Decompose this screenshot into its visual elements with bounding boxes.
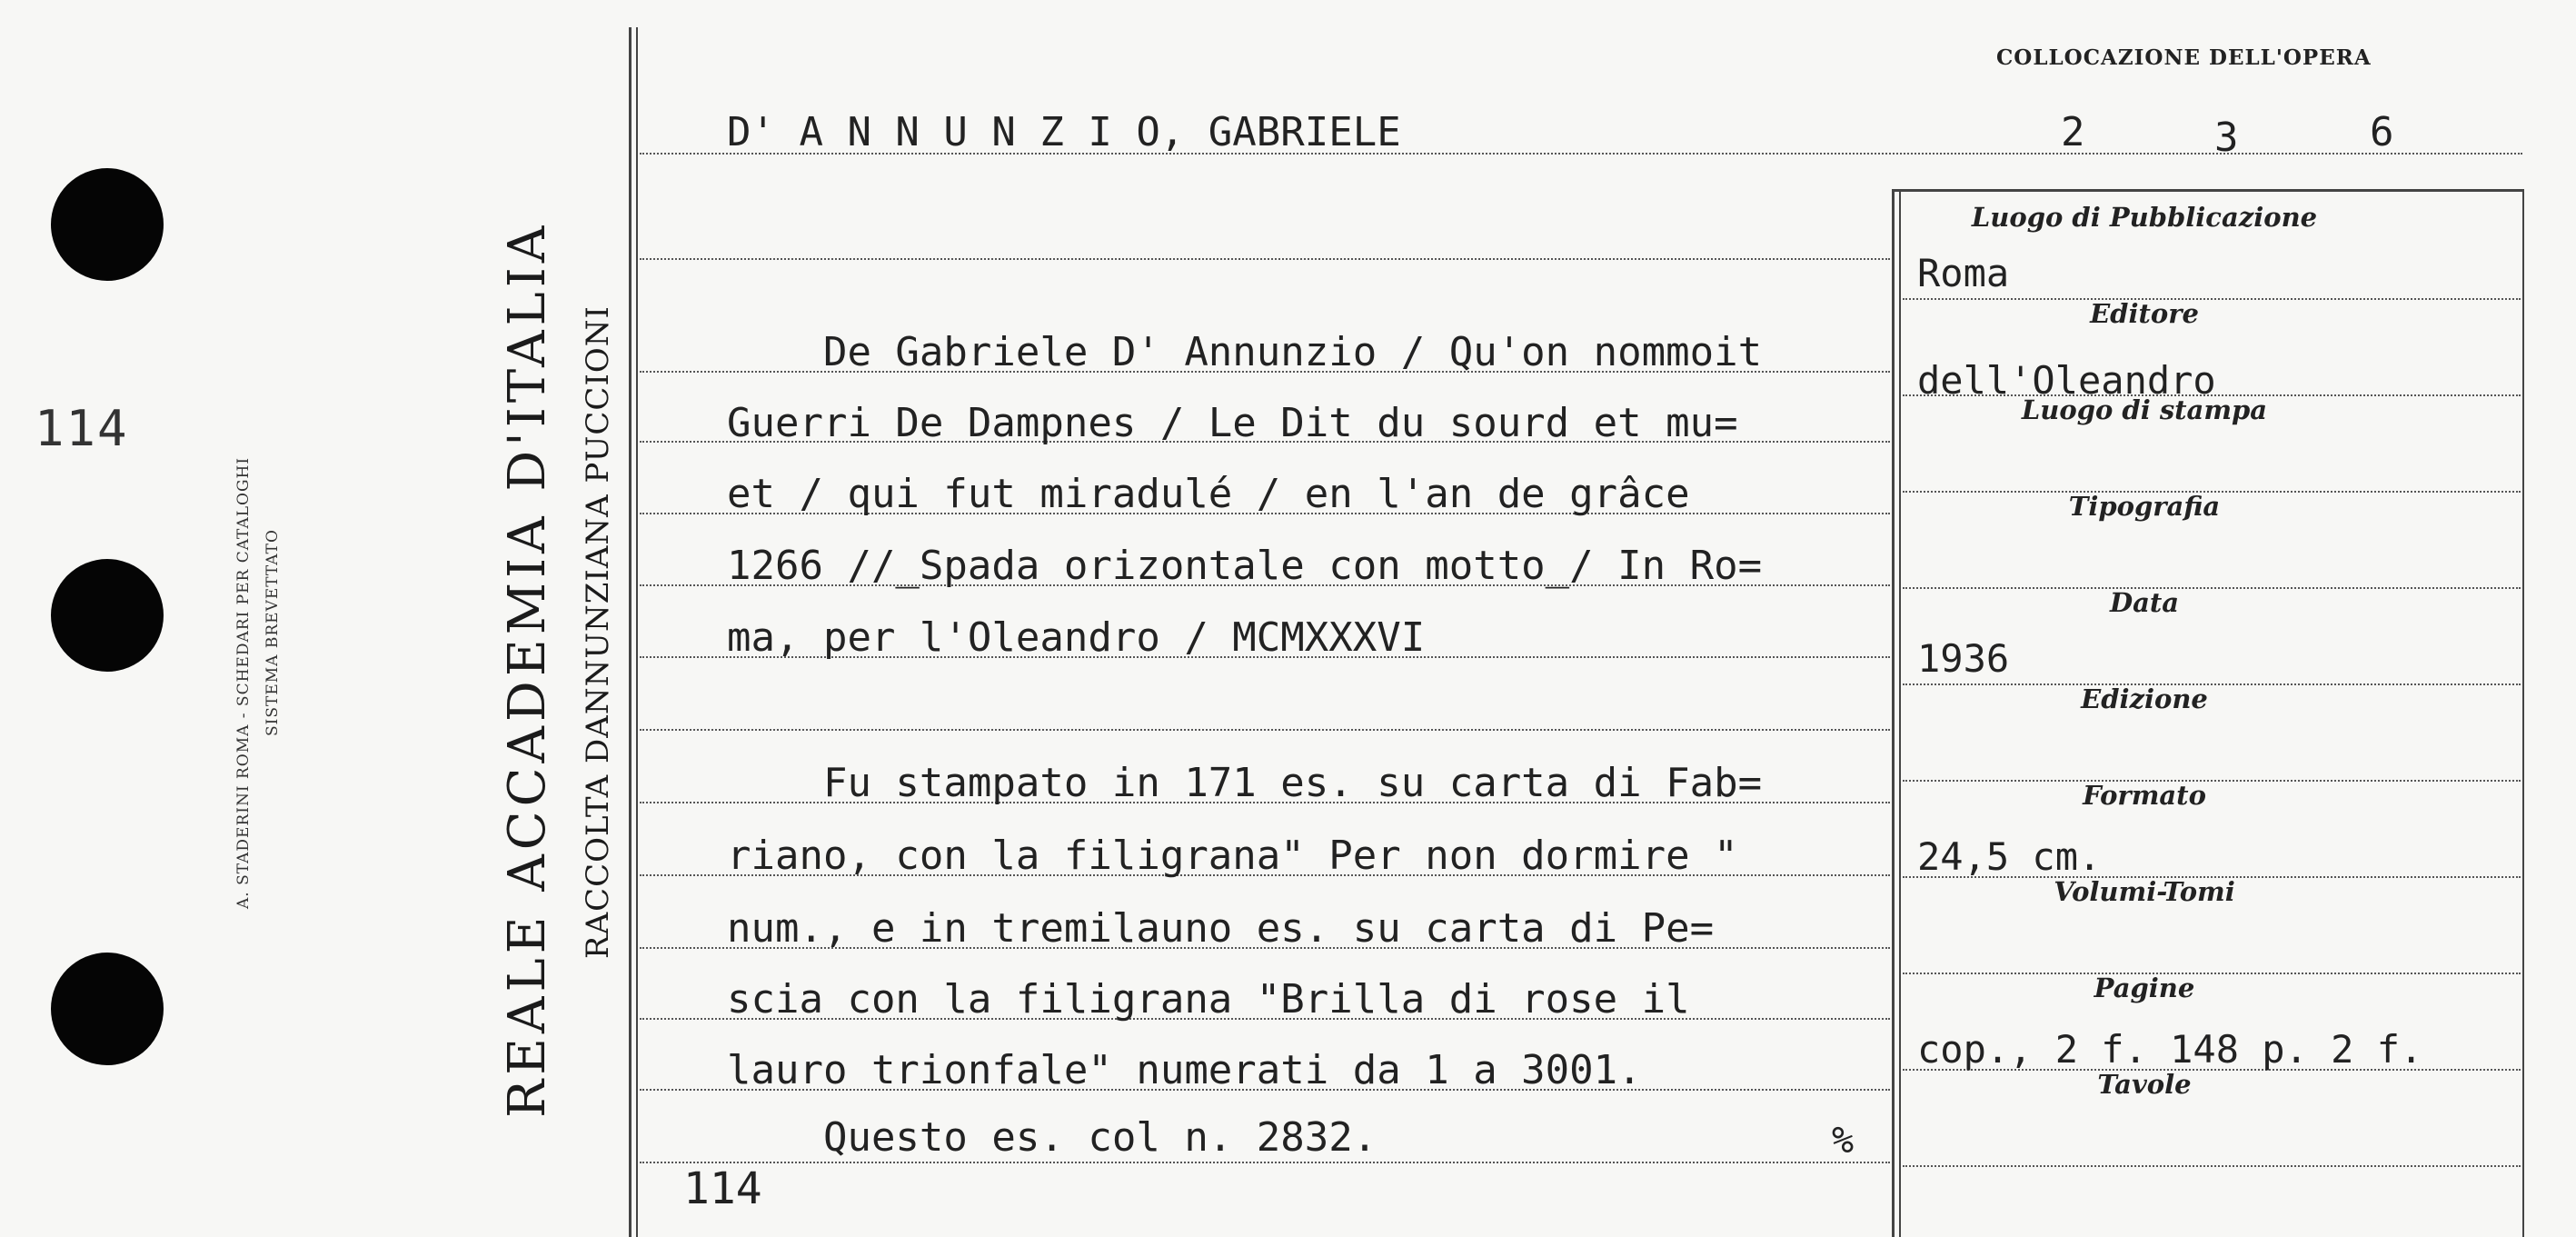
punch-hole-middle [51,559,164,672]
rule-blank [640,258,1890,260]
footer-mark: % [1832,1120,1855,1162]
collection-subtitle: RACCOLTA DANNUNZIANA PUCCIONI [580,305,616,959]
description-line-5: ma, per l'Oleandro / MCMXXXVI [727,614,1426,661]
rule-author [640,153,2522,155]
rule-line-12 [640,1162,1890,1163]
label-pagine: Pagine [2094,973,2195,1003]
note-line-2: riano, con la filigrana" Per non dormire " [727,833,1738,879]
value-luogo-pubblicazione: Roma [1917,251,2010,295]
copy-number-line: Questo es. col n. 2832. [727,1114,1378,1161]
card-number-footer: 114 [683,1163,762,1214]
value-pagine: cop., 2 f. 148 p. 2 f. [1917,1027,2423,1072]
label-editore: Editore [2090,298,2199,329]
value-formato: 24,5 cm. [1917,834,2102,879]
shelfmark-1: 2 [2061,109,2085,155]
rule-line-6 [640,729,1890,731]
label-tavole: Tavole [2097,1069,2192,1100]
shelfmark-2: 3 [2214,115,2239,161]
academy-title: REALE ACCADEMIA D'ITALIA [498,221,557,1118]
label-formato: Formato [2083,780,2206,811]
printer-patent: SISTEMA BREVETTATO [264,529,282,736]
author-heading: D' A N N U N Z I O, GABRIELE [727,109,1401,155]
printer-credit: A. STADERINI ROMA - SCHEDARI PER CATALOGHI [234,456,253,909]
note-line-3: num., e in tremilauno es. su carta di Pe= [727,905,1715,952]
note-line-4: scia con la filigrana "Brilla di rose il [727,976,1690,1023]
label-tipografia: Tipografia [2068,491,2221,522]
card-number-left: 114 [35,400,129,457]
note-line-5: lauro trionfale" numerati da 1 a 3001. [727,1047,1642,1093]
description-line-2: Guerri De Dampnes / Le Dit du sourd et mu= [727,400,1738,446]
label-edizione: Edizione [2081,683,2208,714]
left-border-line-inner [636,27,638,1237]
description-line-1: De Gabriele D' Annunzio / Qu'on nommoit [727,329,1763,375]
note-line-1: Fu stampato in 171 es. su carta di Fab= [727,760,1763,806]
punch-hole-top [51,168,164,281]
field-column-top-line [1892,189,2524,192]
label-luogo-stampa: Luogo di stampa [2021,394,2268,425]
description-line-4: 1266 //_Spada orizontale con motto_/ In Ro= [727,543,1763,589]
right-border-line [2522,189,2524,1237]
description-line-3: et / qui fut miradulé / en l'an de grâce [727,471,1690,517]
field-rule-10 [1903,1165,2521,1167]
collocazione-label: COLLOCAZIONE DELL'OPERA [1996,45,2372,70]
label-data: Data [2109,587,2180,618]
value-data: 1936 [1917,636,2010,681]
value-editore: dell'Oleandro [1917,358,2216,403]
shelfmark-3: 6 [2370,109,2394,155]
label-luogo-pubblicazione: Luogo di Pubblicazione [1971,202,2318,233]
left-border-line [629,27,632,1237]
punch-hole-bottom [51,953,164,1065]
label-volumi-tomi: Volumi-Tomi [2054,876,2235,907]
